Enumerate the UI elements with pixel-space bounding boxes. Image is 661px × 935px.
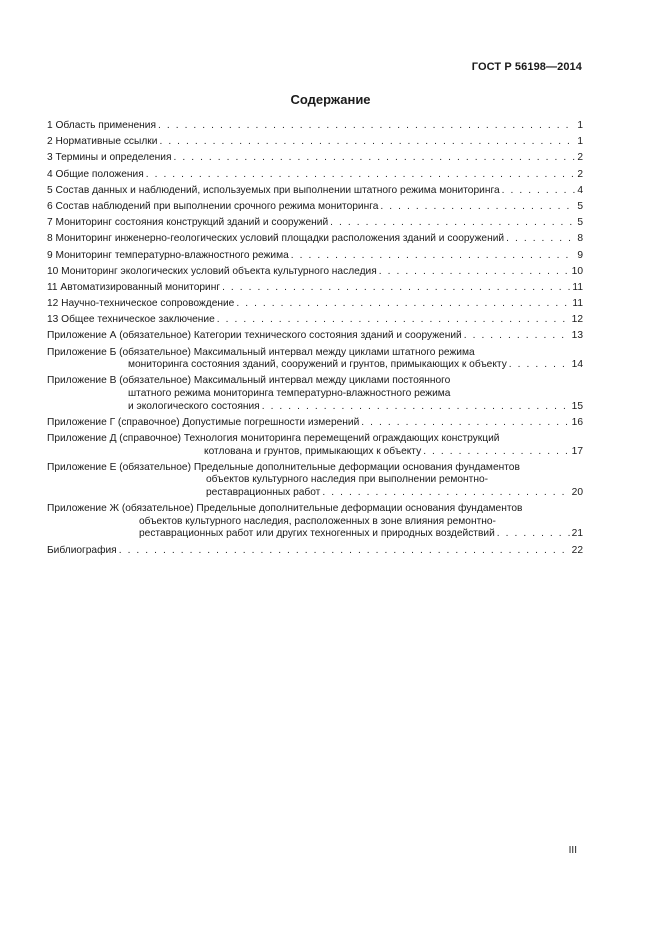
toc-page-number: 21 [571,528,583,540]
toc-line [47,266,583,279]
toc-entry-title: Приложение Ж (обязательное) Предельные дополнительные деформации основания фундаментов [47,503,523,515]
toc-entry-title: 11 Автоматизированный мониторинг [47,281,221,293]
toc-entry[interactable] [47,298,583,311]
toc-entry[interactable] [47,417,583,430]
toc-line [47,503,583,516]
toc-entry-title: 5 Состав данных и наблюдений, используемых при выполнении штатного режима мониторинга [47,184,500,196]
toc-page-number: 1 [577,120,583,131]
toc-line [47,298,583,311]
dot-leader [119,545,570,558]
toc-line [47,417,583,430]
toc-entry-title: Приложение В (обязательное) Максимальный интервал между циклами постоянного [47,375,451,387]
toc-line [47,120,583,133]
toc-entry[interactable] [47,185,583,198]
toc-entry-title: мониторинга состояния зданий, сооружений и грунтов, примыкающих к объекту [128,359,507,371]
toc-entry-title: Приложение Д (справочное) Технология мониторинга перемещений ограждающих конструкций [47,432,500,444]
toc-line [47,528,583,541]
toc-entry[interactable] [47,233,583,246]
toc-entry-title: Приложение А (обязательное) Категории технического состояния зданий и сооружений [47,330,462,342]
toc-page-number: 2 [577,168,583,180]
toc-page-number: 11 [572,298,583,310]
dot-leader [423,446,569,459]
toc-entry[interactable] [47,330,583,343]
toc-page-number: 11 [572,281,583,293]
toc-entry-title: Библиография [47,544,117,556]
toc-entry-title: реставрационных работ или других техногенных и природных воздействий [139,528,495,540]
toc-entry-title: 10 Мониторинг экологических условий объекта культурного наследия [47,265,377,277]
dot-leader [361,417,569,430]
toc-entry[interactable] [47,503,583,541]
dot-leader [379,266,570,279]
dot-leader [173,152,575,165]
toc-line [47,136,583,149]
toc-entry[interactable] [47,250,583,263]
dot-leader [291,250,576,263]
toc-page-number: 2 [577,152,583,164]
toc-page-number: 20 [571,486,583,498]
toc-entry-title: 3 Термины и определения [47,152,172,164]
toc-line [47,433,583,446]
toc-line [47,314,583,327]
dot-leader [222,282,570,295]
toc-entry[interactable] [47,375,583,413]
toc-line [47,474,583,487]
toc-entry-title: Приложение Е (обязательное) Предельные дополнительные деформации основания фундаментов [47,461,520,473]
toc-entry[interactable] [47,314,583,327]
toc-entry-title: 6 Состав наблюдений при выполнении срочного режима мониторинга [47,200,379,212]
toc-line [47,487,583,500]
toc-line [47,462,583,475]
dot-leader [146,169,576,182]
dot-leader [506,233,575,246]
dot-leader [380,201,575,214]
table-of-contents [47,120,583,561]
toc-entry[interactable] [47,266,583,279]
toc-entry[interactable] [47,282,583,295]
toc-page-number: 5 [577,200,583,212]
toc-page-number: 13 [571,330,583,342]
toc-line [47,217,583,230]
toc-line [47,347,583,360]
toc-entry-title: объектов культурного наследия, расположенных в зоне влияния ремонтно- [139,515,496,527]
toc-entry[interactable] [47,152,583,165]
toc-line [47,201,583,214]
toc-line [47,375,583,388]
toc-line [47,330,583,343]
toc-entry-title: 2 Нормативные ссылки [47,136,158,148]
page-number: III [568,845,577,856]
dot-leader [217,314,570,327]
toc-entry-title: 12 Научно-техническое сопровождение [47,298,235,310]
toc-entry-title: 8 Мониторинг инженерно-геологических условий площадки расположения зданий и сооружений [47,233,505,245]
toc-entry-title: Приложение Б (обязательное) Максимальный интервал между циклами штатного режима [47,346,475,358]
toc-entry[interactable] [47,433,583,458]
toc-line [47,401,583,414]
dot-leader [502,185,576,198]
toc-entry-title: котлована и грунтов, примыкающих к объекту [204,445,422,457]
toc-page-number: 5 [577,217,583,229]
toc-line [47,169,583,182]
toc-page-number: 9 [577,249,583,261]
toc-line [47,545,583,558]
toc-entry[interactable] [47,462,583,500]
toc-page-number: 17 [571,445,583,457]
toc-entry-title: 13 Общее техническое заключение [47,314,215,326]
toc-line [47,185,583,198]
toc-title: Содержание [290,92,371,107]
dot-leader [159,136,575,149]
toc-page-number: 22 [571,544,583,556]
dot-leader [464,330,570,343]
toc-entry[interactable] [47,347,583,372]
toc-entry-title: 7 Мониторинг состояния конструкций зданий и сооружений [47,217,329,229]
dot-leader [497,528,570,541]
toc-line [47,516,583,529]
toc-entry[interactable] [47,545,583,558]
toc-entry-title: реставрационных работ [206,486,321,498]
toc-line [47,446,583,459]
dot-leader [330,217,575,230]
toc-entry-title: 9 Мониторинг температурно-влажностного режима [47,249,289,261]
standard-designation: ГОСТ Р 56198—2014 [471,61,582,73]
toc-entry-title: 1 Область применения [47,120,156,131]
toc-page-number: 1 [577,136,583,148]
dot-leader [322,487,569,500]
toc-entry[interactable] [47,217,583,230]
toc-page-number: 14 [571,359,583,371]
toc-page-number: 4 [577,184,583,196]
toc-line [47,250,583,263]
toc-line [47,359,583,372]
toc-entry-title: штатного режима мониторинга температурно-влажностного режима [128,388,451,399]
toc-entry-title: и экологического состояния [128,400,260,412]
toc-entry-title: объектов культурного наследия при выполнении ремонтно- [206,474,489,486]
toc-page-number: 8 [577,233,583,245]
toc-page-number: 15 [571,400,583,412]
dot-leader [236,298,570,311]
toc-line [47,388,583,401]
toc-line [47,233,583,246]
toc-line [47,152,583,165]
toc-entry-title: Приложение Г (справочное) Допустимые погрешности измерений [47,416,360,428]
toc-line [47,282,583,295]
toc-entry[interactable] [47,120,583,133]
toc-entry[interactable] [47,169,583,182]
toc-entry[interactable] [47,136,583,149]
dot-leader [262,401,570,414]
toc-page-number: 12 [571,314,583,326]
dot-leader [158,120,575,133]
toc-entry-title: 4 Общие положения [47,168,144,180]
toc-entry[interactable] [47,201,583,214]
toc-page-number: 10 [571,265,583,277]
dot-leader [509,359,570,372]
toc-page-number: 16 [571,416,583,428]
